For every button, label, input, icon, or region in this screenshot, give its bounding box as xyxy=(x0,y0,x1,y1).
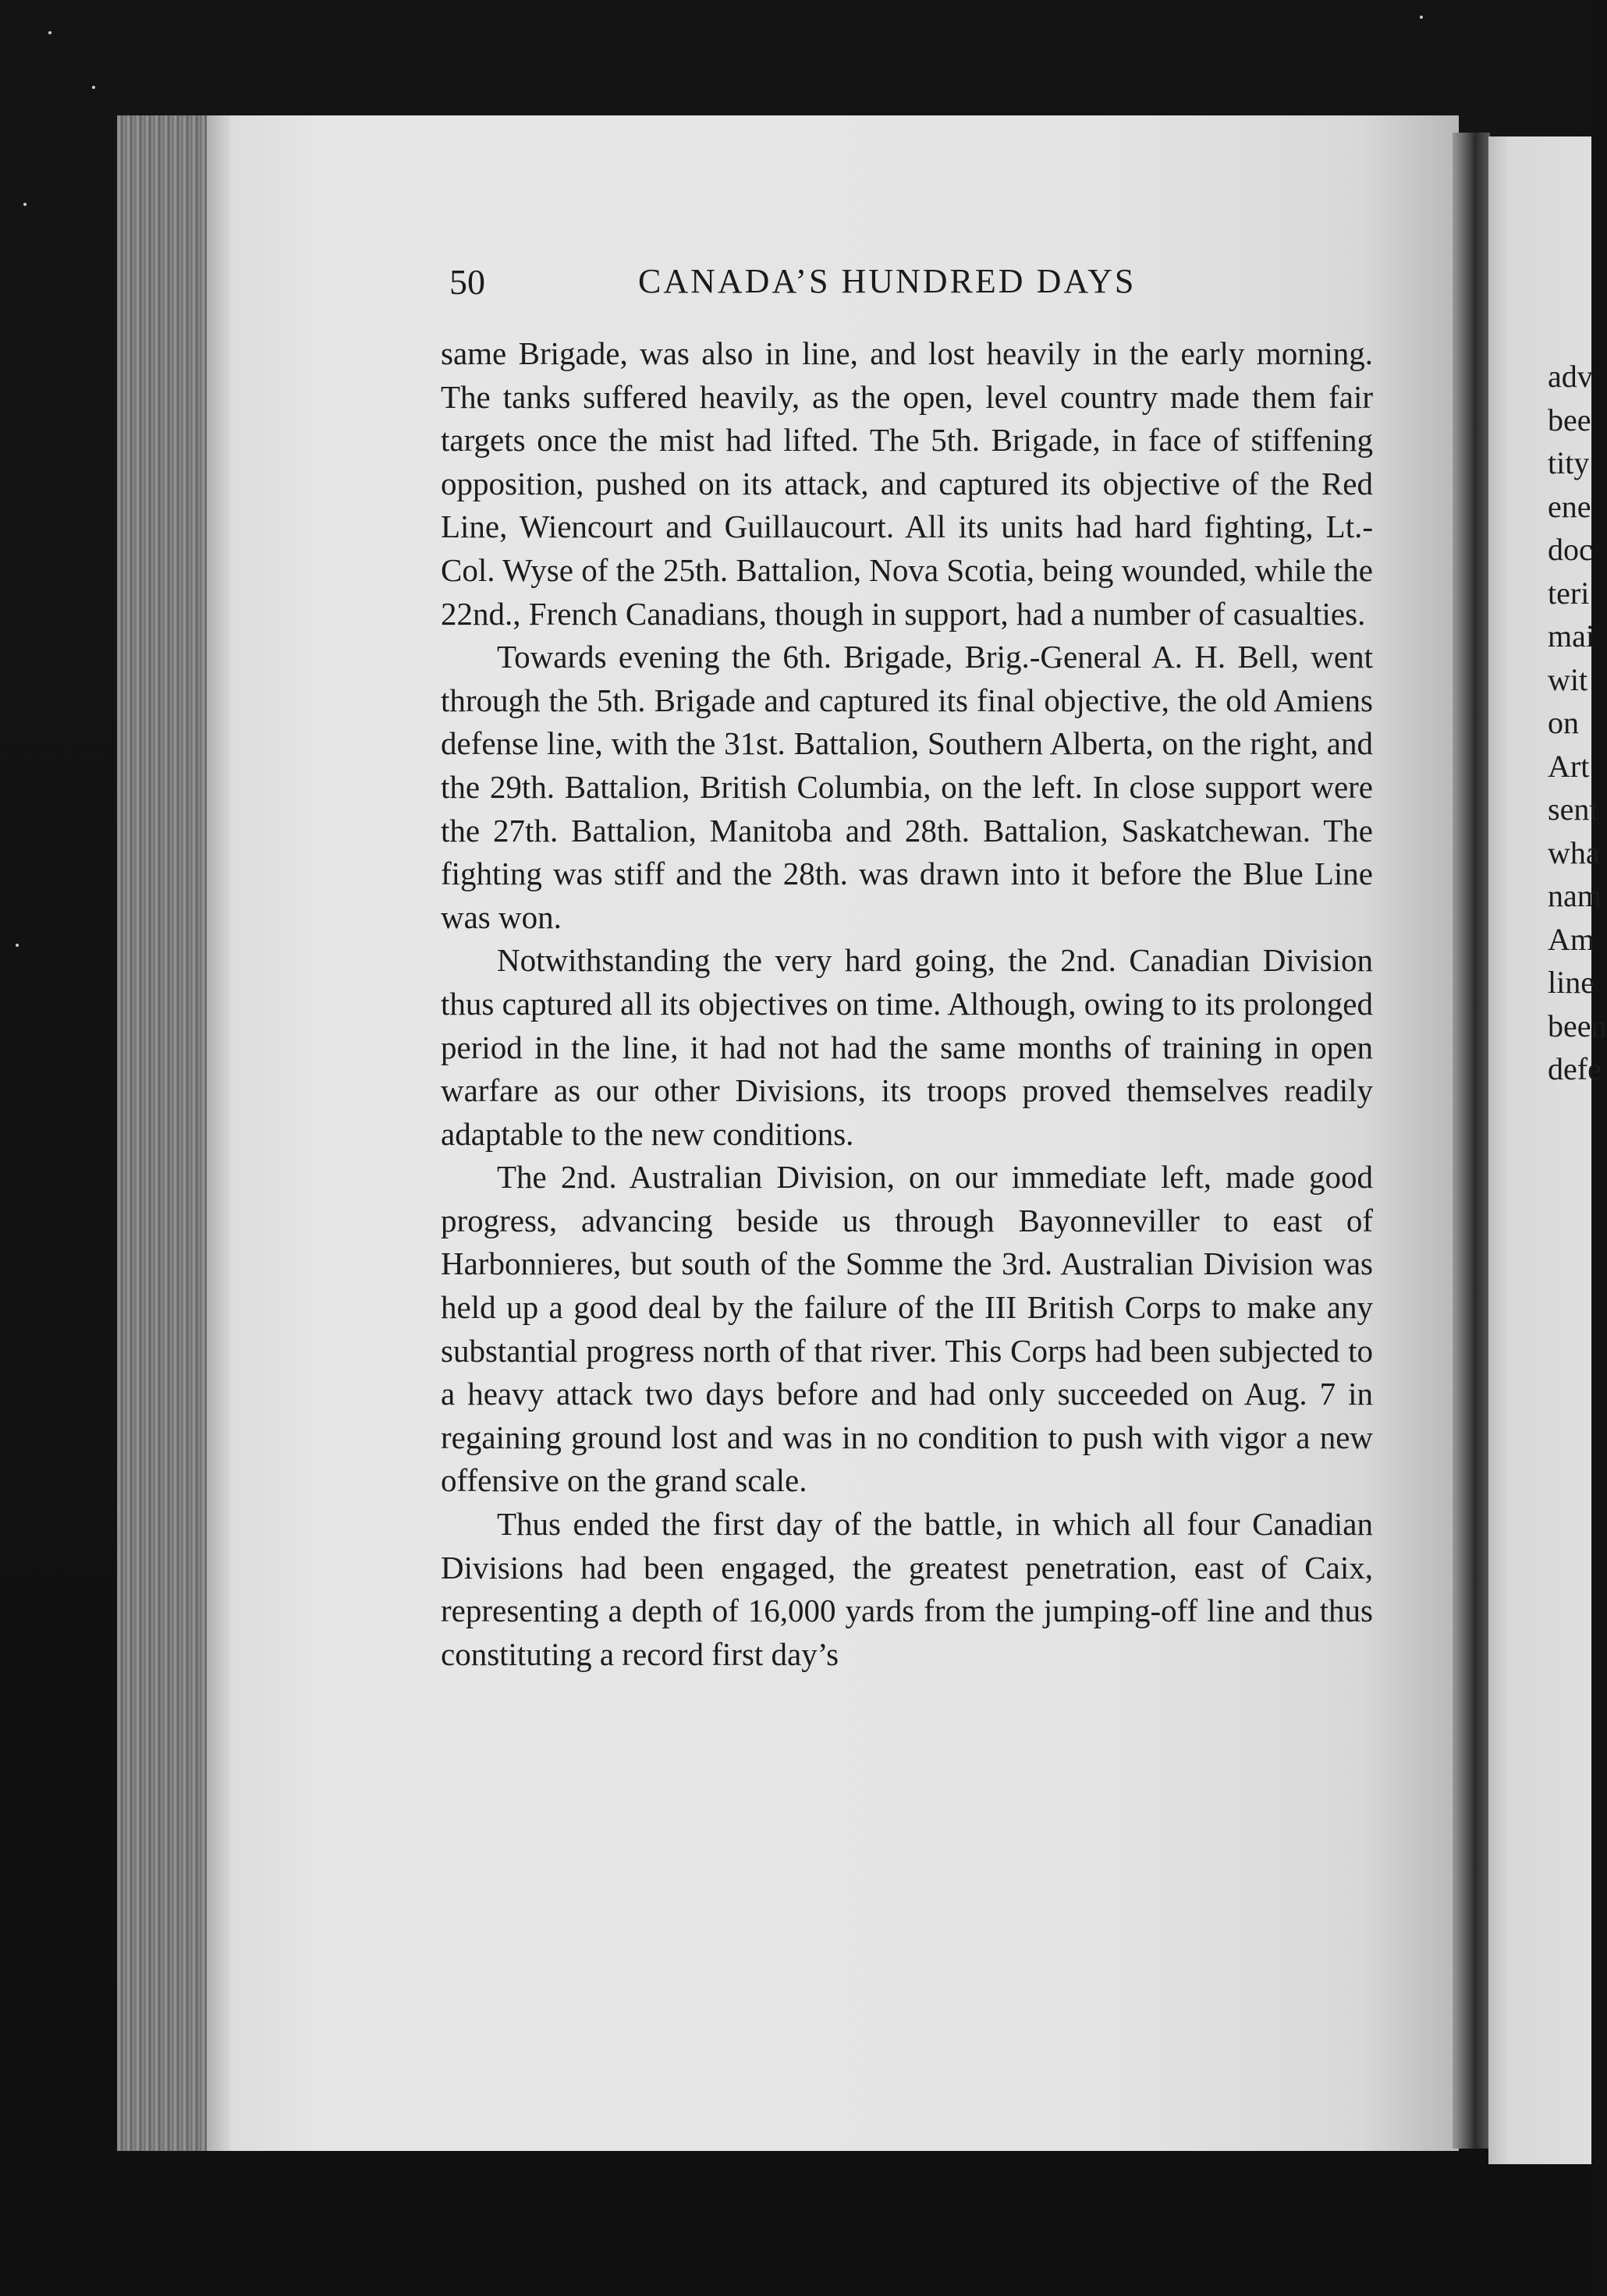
fragment-line: tity xyxy=(1548,445,1590,480)
paragraph: same Brigade, was also in line, and lost heavily in the early morning. The tanks suffered heavily, as the open, level country made them fair targets once the mist had lifted. The 5th. Brigade, in face of stiffening opposition, pushed on its attack, and captured its objective of the Red Line, Wiencourt and Guillaucourt. All its units had hard fighting, Lt.-Col. Wyse of the 25th. Battalion, Nova Scotia, being wounded, while the 22nd., French Canadians, though in support, had a number of casualties. xyxy=(441,335,1373,632)
fragment-line: wha xyxy=(1548,834,1600,870)
running-title: CANADA’S HUNDRED DAYS xyxy=(638,262,1137,300)
page-edges xyxy=(117,115,230,2151)
scan-speck xyxy=(23,203,27,206)
scan-speck xyxy=(1420,16,1423,19)
fragment-line: teri xyxy=(1548,575,1590,611)
fragment-line: defe xyxy=(1548,1051,1602,1086)
paragraph: Towards evening the 6th. Brigade, Brig.-General A. H. Bell, went through the 5th. Brigade and captured its final objective, the old Amiens defense line, with the 31st. Battalion, Southern Alberta, on the right, and the 29th. Battalion, British Columbia, on the left. In close support were the 27th. Battalion, Manitoba and 28th. Battalion, Saskatchewan. The fighting was stiff and the 28th. was drawn into it before the Blue Line was won. xyxy=(441,639,1373,935)
fragment-line: adv xyxy=(1548,359,1593,394)
fragment-line: wit xyxy=(1548,661,1588,697)
book-gutter xyxy=(1453,133,1490,2149)
scan-speck xyxy=(16,944,19,947)
fragment-line: doc xyxy=(1548,532,1593,567)
fragment-line: been xyxy=(1548,1008,1607,1043)
right-page-text-fragments xyxy=(1548,355,1607,1091)
fragment-line: bee xyxy=(1548,402,1591,438)
fragment-line: ene xyxy=(1548,488,1591,524)
fragment-line: nam xyxy=(1548,878,1602,913)
paragraph: Notwithstanding the very hard going, the 2nd. Canadian Division thus captured all its objectives on time. Although, owing to its prolonged period in the line, it had not had the same months of training in open warfare as our other Divisions, its troops proved themselves readily adaptable to the new conditions. xyxy=(441,942,1373,1152)
fragment-line: sent xyxy=(1548,792,1598,827)
body-text xyxy=(441,332,1373,1676)
fragment-line: on xyxy=(1548,705,1579,740)
fragment-line: Art xyxy=(1548,748,1590,784)
page-number: 50 xyxy=(449,262,485,302)
fragment-line: mai xyxy=(1548,618,1595,654)
scan-speck xyxy=(92,86,95,89)
fragment-line: Am xyxy=(1548,921,1595,957)
paragraph: Thus ended the first day of the battle, in which all four Canadian Divisions had been engaged, the greatest penetration, east of Caix, representing a depth of 16,000 yards from the jumping-off line and thus constituting a record first day’s xyxy=(441,1506,1373,1672)
scan-speck xyxy=(48,31,51,34)
paragraph: The 2nd. Australian Division, on our immediate left, made good progress, advancing beside us through Bayonneviller to east of Harbonnieres, but south of the Somme the 3rd. Australian Division was held up a good deal by the failure of the III British Corps to make any substantial progress north of that river. This Corps had been subjected to a heavy attack two days before and had only succeeded on Aug. 7 in regaining ground lost and was in no condition to push with vigor a new offensive on the grand scale. xyxy=(441,1159,1373,1499)
fragment-line: line xyxy=(1548,965,1595,1000)
